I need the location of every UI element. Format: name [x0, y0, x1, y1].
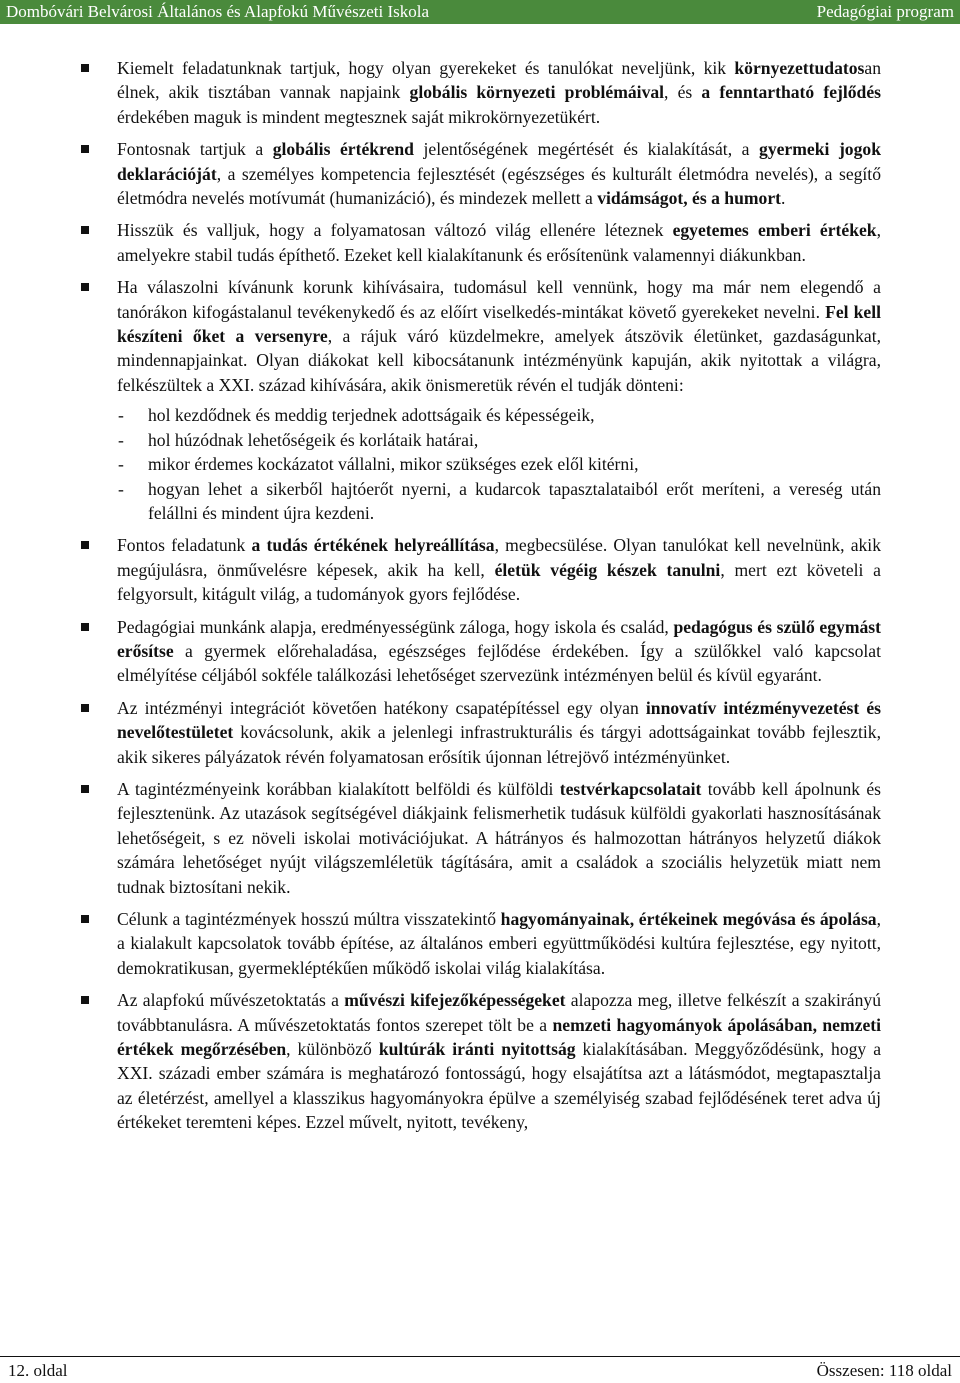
- text: érdekében maguk is mindent megtesznek saját mikrokörnyezetükért.: [117, 106, 601, 127]
- dash-list-item: [117, 403, 881, 427]
- text: , a kialakult kapcsolatok tovább építése, az általános emberi együttműködési kultúra fejlesztése, egy nyitott, demokratikusan, gyermekléptékűen működő iskolai világ kialakítása.: [117, 909, 881, 978]
- page-footer: [0, 1356, 960, 1381]
- bold-text: nemzeti hagyományok ápolásában, nemzeti értékek megőrzésében: [117, 1014, 882, 1060]
- square-bullet-icon: [81, 785, 89, 793]
- bold-text: globális értékrend: [272, 139, 414, 160]
- text: Hisszük és valljuk, hogy a folyamatosan változó világ ellenére léteznek: [117, 220, 673, 241]
- bold-text: Fel kell készíteni őket a versenyre: [117, 301, 881, 347]
- paragraph: [117, 533, 881, 606]
- paragraph: [117, 615, 881, 688]
- square-bullet-icon: [81, 283, 89, 291]
- text: A tagintézményeink korábban kialakított belföldi és külföldi: [117, 778, 560, 799]
- text: Az alapfokú művészetoktatás a: [117, 990, 345, 1011]
- square-bullet-icon: [81, 226, 89, 234]
- dash-list-item: [117, 428, 881, 452]
- text: alapozza meg, illetve felkészít a szakirányú továbbtanulásra. A művészetoktatás fontos szerepet tölt be a: [117, 990, 881, 1035]
- text: Az intézményi integrációt követően hatékony csapatépítéssel egy olyan: [117, 697, 646, 718]
- text: , mert ezt követeli a felgyorsult, kitágult világ, a tudományok gyors fejlődése.: [117, 559, 881, 605]
- square-bullet-icon: [81, 541, 89, 549]
- dash-marker: -: [118, 405, 124, 426]
- square-bullet-icon: [81, 996, 89, 1004]
- bold-text: környezettudatos: [734, 58, 865, 78]
- text: Ha válaszolni kívánunk korunk kihívásaira, tudomásul kell vennünk, hogy ma már nem elegendő a tanórákon kifogástalanul tevékenykedő és az előírt viselkedés-mintákat követő gyerekeket nevelni.: [117, 277, 881, 322]
- text: a gyermek előrehaladása, egészséges fejlődése érdekében. Így a szülőkkel való kapcsolat elmélyítése céljából sokféle találkozási lehetőséget szervezünk intézményen belül és kívül egyaránt.: [117, 640, 881, 686]
- text: , megbecsülése. Olyan tanulókat kell nevelnünk, akik megújulásra, önművelésre képesek, akik ha kell,: [117, 535, 881, 580]
- document-body: [76, 56, 881, 1143]
- bold-text: művészi kifejezőképességeket: [344, 990, 566, 1011]
- bullet-item: [76, 218, 881, 267]
- bullet-item: [76, 275, 881, 525]
- bold-text: életük végéig készek tanulni: [494, 559, 721, 580]
- bullet-item: [76, 907, 881, 980]
- paragraph: [117, 907, 881, 980]
- paragraph: [117, 988, 881, 1134]
- bold-text: a fenntartható fejlődés: [701, 82, 881, 103]
- text: Pedagógiai munkánk alapja, eredményességünk záloga, hogy iskola és család,: [117, 616, 674, 637]
- bold-text: kultúrák iránti nyitottság: [378, 1039, 576, 1060]
- square-bullet-icon: [81, 704, 89, 712]
- paragraph: [117, 137, 881, 210]
- bullet-item: [76, 615, 881, 688]
- bold-text: testvérkapcsolatait: [559, 778, 702, 799]
- text: an élnek, akik tisztában vannak napjaink: [117, 58, 881, 103]
- dash-list-item: [117, 452, 881, 476]
- text: , a személyes kompetencia fejlesztését (egészséges és kulturált életmódra nevelés), a segítő életmódra nevelés motívumát (humanizáció), és mindezek mellett a: [117, 163, 881, 209]
- bullet-item: [76, 533, 881, 606]
- dash-item-text: mikor érdemes kockázatot vállalni, mikor szükséges ezek elől kitérni,: [148, 454, 639, 475]
- bold-text: vidámságot, és a humort: [597, 188, 781, 209]
- bold-text: gyermeki jogok deklarációját: [117, 139, 881, 184]
- bold-text: hagyományainak, értékeinek megóvása és ápolása: [500, 909, 877, 929]
- header-school-name: Dombóvári Belvárosi Általános és Alapfokú Művészeti Iskola: [6, 2, 430, 21]
- dash-list-item: [117, 477, 881, 526]
- page-header: [0, 0, 960, 24]
- bullet-item: [76, 137, 881, 210]
- paragraph: [117, 218, 881, 267]
- dash-list: [117, 403, 881, 525]
- dash-item-text: hol húzódnak lehetőségeik és korlátaik határai,: [148, 429, 479, 450]
- text: kialakításában. Meggyőződésünk, hogy a XXI. századi ember számára is meghatározó fontosságú, hogy elsajátítsa azt a látásmódot, megtapasztalja az életérzést, amellyel a klasszikus hagyományokra épülve a személyiség szabad fejlődésének teret adva új értékeket teremteni képes. Ezzel művelt, nyitott, tevékeny,: [117, 1039, 881, 1133]
- bold-text: globális környezeti problémáival: [409, 82, 665, 103]
- bullet-item: [76, 56, 881, 129]
- square-bullet-icon: [81, 623, 89, 631]
- text: Kiemelt feladatunknak tartjuk, hogy olyan gyerekeket és tanulókat neveljünk, kik: [117, 58, 735, 78]
- square-bullet-icon: [81, 64, 89, 72]
- bullet-item: [76, 988, 881, 1134]
- paragraph: [117, 275, 881, 397]
- bold-text: a tudás értékének helyreállítása: [251, 535, 495, 556]
- bullet-item: [76, 696, 881, 769]
- page-number: 12. oldal: [8, 1361, 68, 1380]
- bold-text: pedagógus és szülő egymást erősítse: [117, 616, 881, 661]
- dash-marker: -: [118, 454, 124, 475]
- bold-text: egyetemes emberi értékek: [672, 220, 877, 241]
- paragraph: [117, 56, 881, 129]
- text: kovácsolunk, akik a jelenlegi infrastrukturális és tárgyi adottságainkat tovább fejlesztik, akik sikeres pályázatok révén folyamatosan erősítik újonnan létrejövő intézményünket.: [117, 722, 881, 767]
- paragraph: [117, 696, 881, 769]
- dash-marker: -: [118, 429, 124, 450]
- text: Fontosnak tartjuk a: [117, 139, 273, 160]
- text: , a rájuk váró küzdelmekre, amelyek átszövik életünket, gazdaságunkat, mindennapjainkat. Olyan diákokat kell kibocsátanunk intézményünk kapuján, akik nyitottak a világra, felkészültek a XXI. század kihívására, akik önismeretük révén el tudják dönteni:: [117, 326, 881, 395]
- dash-item-text: hol kezdődnek és meddig terjednek adottságaik és képességeik,: [148, 405, 595, 426]
- square-bullet-icon: [81, 145, 89, 153]
- text: .: [781, 188, 786, 209]
- paragraph: [117, 777, 881, 899]
- text: Célunk a tagintézmények hosszú múltra visszatekintő: [117, 909, 501, 929]
- dash-item-text: hogyan lehet a sikerből hajtóerőt nyerni, a kudarcok tapasztalataiból erőt meríteni, a vereség után felállni és mindent újra kezdeni.: [148, 478, 881, 523]
- text: tovább kell ápolnunk és fejlesztenünk. Az utazások segítségével diákjaink felismerhetik tudásuk külföldi gyakorlati hasznosításának lehetőségeit, s ez növeli iskolai motivációjukat. A hátrányos és halmozottan hátrányos helyzetű diákok számára lehetőséget nyújt világszemléletük tágítására, amit a családok a szociális helyzetük miatt nem tudnak biztosítani nekik.: [117, 778, 881, 897]
- text: , amelyekre stabil tudás építhető. Ezeket kell kialakítanunk és erősítenünk valamennyi diákunkban.: [117, 220, 881, 265]
- text: , különböző: [286, 1039, 379, 1060]
- header-document-title: Pedagógiai program: [816, 2, 954, 21]
- bold-text: innovatív intézményvezetést és nevelőtestületet: [117, 697, 882, 743]
- text: Fontos feladatunk: [117, 535, 252, 556]
- bullet-item: [76, 777, 881, 899]
- dash-marker: -: [118, 478, 124, 499]
- total-pages: Összesen: 118 oldal: [816, 1361, 952, 1380]
- square-bullet-icon: [81, 915, 89, 923]
- text: , és: [664, 82, 702, 103]
- text: jelentőségének megértését és kialakítását, a: [413, 139, 760, 160]
